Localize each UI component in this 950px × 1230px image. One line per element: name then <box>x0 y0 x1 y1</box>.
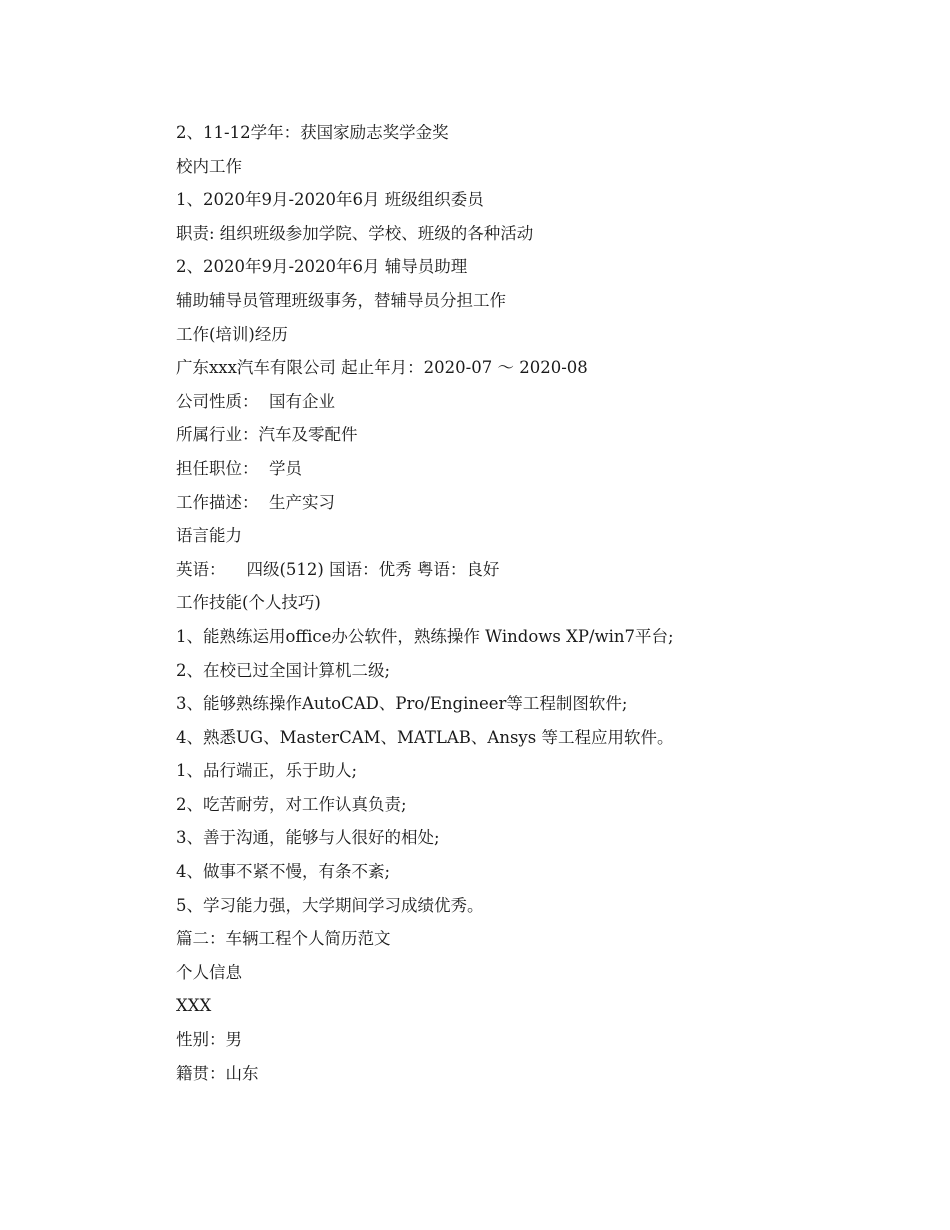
trait-item-5: 5、学习能力强，大学期间学习成绩优秀。 <box>176 895 484 915</box>
section-heading-skills: 工作技能(个人技巧) <box>176 593 321 613</box>
chapter-heading: 篇二：车辆工程个人简历范文 <box>176 929 391 949</box>
language-levels: 英语： 四级(512) 国语：优秀 粤语：良好 <box>176 559 500 579</box>
person-name: XXX <box>176 996 212 1016</box>
skill-item-2: 2、在校已过全国计算机二级; <box>176 660 391 680</box>
award-line: 2、11-12学年：获国家励志奖学金奖 <box>176 123 449 142</box>
section-heading-language: 语言能力 <box>176 526 242 546</box>
skill-item-4: 4、熟悉UG、MasterCAM、MATLAB、Ansys 等工程应用软件。 <box>176 727 674 747</box>
section-heading-campus-work: 校内工作 <box>176 156 242 176</box>
trait-item-4: 4、做事不紧不慢，有条不紊; <box>176 862 391 882</box>
person-hometown: 籍贯：山东 <box>176 1063 259 1083</box>
campus-role-2-duty: 辅助辅导员管理班级事务，替辅导员分担工作 <box>176 290 506 310</box>
company-industry: 所属行业：汽车及零配件 <box>176 425 358 445</box>
company-nature: 公司性质： 国有企业 <box>176 391 335 411</box>
section-heading-personal-info: 个人信息 <box>176 962 242 982</box>
trait-item-3: 3、善于沟通，能够与人很好的相处; <box>176 828 440 848</box>
section-heading-work-experience: 工作(培训)经历 <box>176 324 288 344</box>
campus-role-2: 2、2020年9月-2020年6月 辅导员助理 <box>176 257 468 277</box>
campus-role-1-duty: 职责: 组织班级参加学院、学校、班级的各种活动 <box>176 223 534 243</box>
trait-item-1: 1、品行端正，乐于助人; <box>176 761 358 781</box>
skill-item-3: 3、能够熟练操作AutoCAD、Pro/Engineer等工程制图软件; <box>176 694 628 714</box>
trait-item-2: 2、吃苦耐劳，对工作认真负责; <box>176 794 407 814</box>
job-description: 工作描述： 生产实习 <box>176 492 335 512</box>
campus-role-1: 1、2020年9月-2020年6月 班级组织委员 <box>176 190 484 210</box>
document-body <box>176 116 876 1090</box>
skill-item-1: 1、能熟练运用office办公软件，熟练操作 Windows XP/win7平台; <box>176 626 674 646</box>
company-and-dates: 广东xxx汽车有限公司 起止年月：2020-07 ～ 2020-08 <box>176 358 588 378</box>
person-gender: 性别：男 <box>176 1030 242 1050</box>
job-position: 担任职位： 学员 <box>176 458 302 478</box>
